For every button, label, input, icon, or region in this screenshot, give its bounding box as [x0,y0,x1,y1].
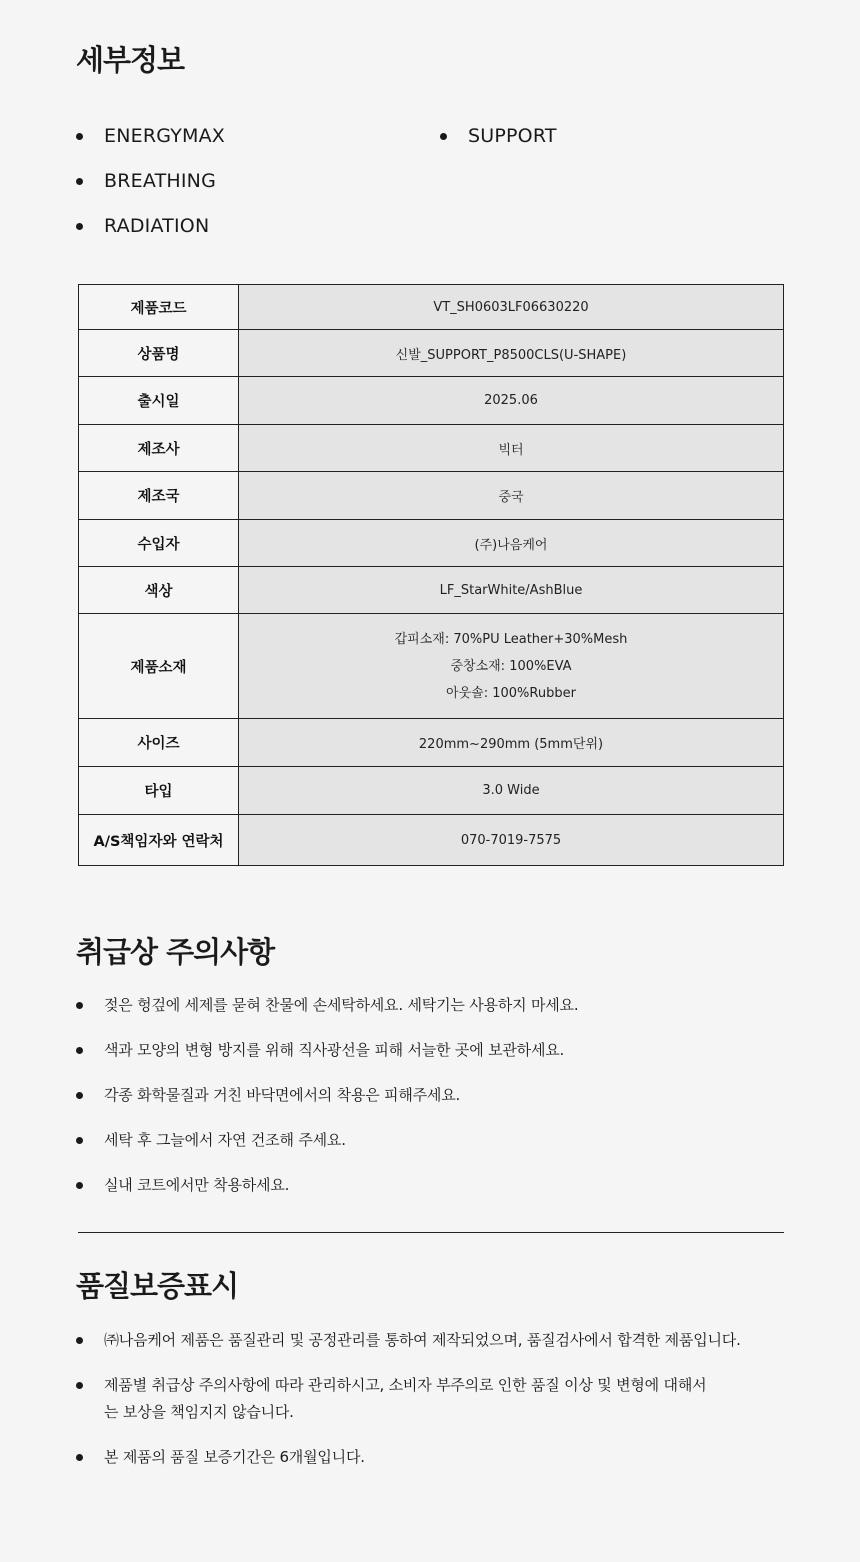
table-row [79,567,784,614]
spec-value: (주)나음케어 [239,520,784,567]
feature-list-left [76,126,406,261]
spec-label: 사이즈 [79,719,239,767]
table-row [79,472,784,520]
table-row [79,719,784,767]
quality-list [76,1327,741,1489]
care-list [76,992,776,1217]
spec-value-multiline [239,614,784,719]
table-row [79,767,784,815]
material-line: 아웃솔: 100%Rubber [446,685,576,701]
spec-value: LF_StarWhite/AshBlue [239,567,784,614]
feature-list-right [440,126,770,171]
spec-label: 제조사 [79,425,239,472]
table-row [79,614,784,719]
spec-label: 제품코드 [79,285,239,330]
spec-value: 중국 [239,472,784,520]
spec-value: 2025.06 [239,377,784,425]
detail-title: 세부정보 [76,43,185,77]
table-row [79,815,784,866]
feature-item: BREATHING [76,171,406,216]
table-row [79,377,784,425]
care-title: 취급상 주의사항 [76,935,275,969]
feature-item: RADIATION [76,216,406,261]
care-item: 색과 모양의 변형 방지를 위해 직사광선을 피해 서늘한 곳에 보관하세요. [76,1037,776,1082]
spec-label: 색상 [79,567,239,614]
quality-item: 제품별 취급상 주의사항에 따라 관리하시고, 소비자 부주의로 인한 품질 이상 및 변형에 대해서는 보상을 책임지지 않습니다. [76,1372,716,1426]
table-row [79,330,784,377]
section-divider [78,1232,784,1233]
spec-label: 제조국 [79,472,239,520]
spec-label: 수입자 [79,520,239,567]
spec-value: 3.0 Wide [239,767,784,815]
care-item: 실내 코트에서만 착용하세요. [76,1172,776,1217]
spec-label: 상품명 [79,330,239,377]
table-row [79,520,784,567]
spec-value: 빅터 [239,425,784,472]
spec-value: VT_SH0603LF06630220 [239,285,784,330]
spec-label: 타입 [79,767,239,815]
care-item: 젖은 헝겊에 세제를 묻혀 찬물에 손세탁하세요. 세탁기는 사용하지 마세요. [76,992,776,1037]
spec-table [78,284,784,866]
spec-value: 220mm~290mm (5mm단위) [239,719,784,767]
feature-item: SUPPORT [440,126,770,171]
spec-label: 출시일 [79,377,239,425]
care-item: 세탁 후 그늘에서 자연 건조해 주세요. [76,1127,776,1172]
quality-item: ㈜나음케어 제품은 품질관리 및 공정관리를 통하여 제작되었으며, 품질검사에서 합격한 제품입니다. [76,1327,716,1354]
quality-title: 품질보증표시 [76,1269,239,1303]
table-row [79,425,784,472]
care-item: 각종 화학물질과 거친 바닥면에서의 착용은 피해주세요. [76,1082,776,1127]
spec-value: 070-7019-7575 [239,815,784,866]
table-row [79,285,784,330]
spec-label: A/S책임자와 연락처 [79,815,239,866]
material-line: 갑피소재: 70%PU Leather+30%Mesh [394,631,628,647]
quality-item: 본 제품의 품질 보증기간은 6개월입니다. [76,1444,716,1471]
feature-item: ENERGYMAX [76,126,406,171]
spec-label: 제품소재 [79,614,239,719]
material-line: 중창소재: 100%EVA [450,658,572,674]
spec-value: 신발_SUPPORT_P8500CLS(U-SHAPE) [239,330,784,377]
